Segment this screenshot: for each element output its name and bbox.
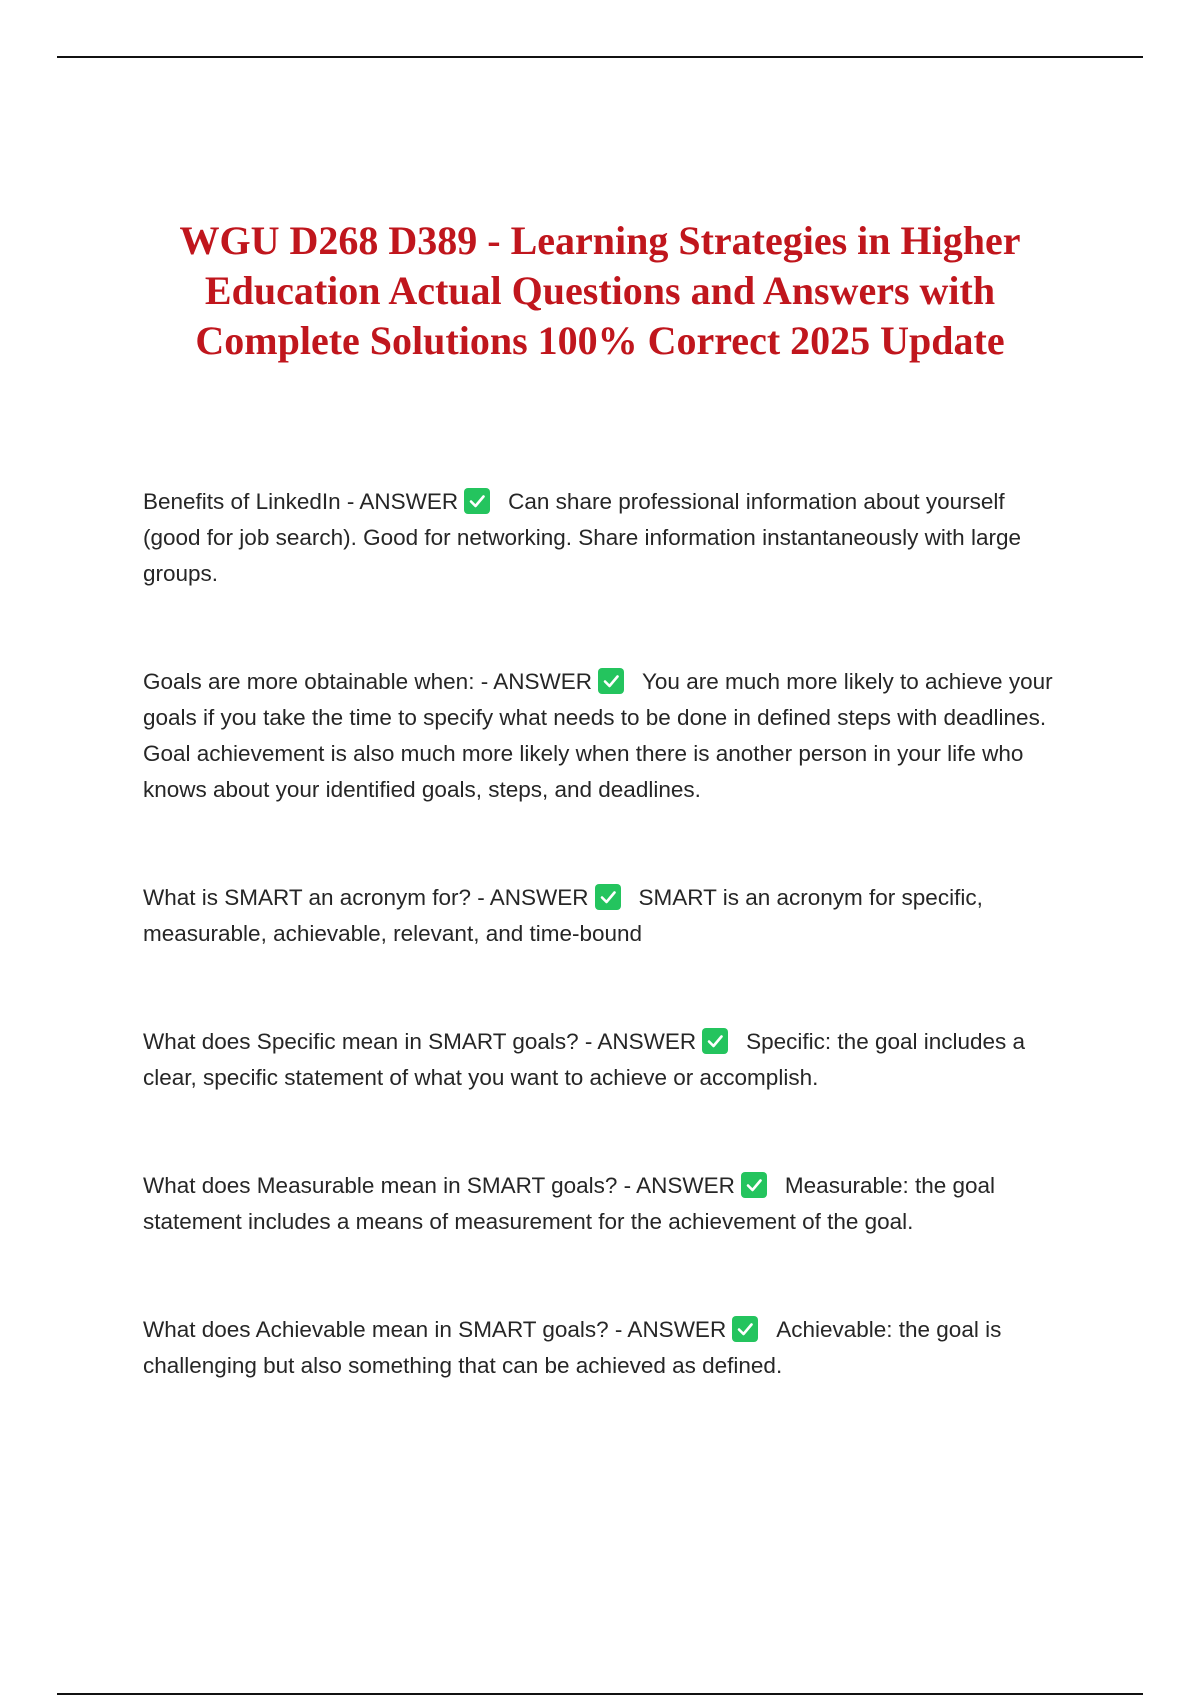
- qa-item: [143, 664, 1063, 808]
- answer-text: You are much more likely to achieve your goals if you take the time to specify what needs to be done in defined steps with deadlines. Goal achievement is also much more likely when there is another person in your life who knows about your identified goals, steps, and deadlines.: [143, 669, 1053, 802]
- document-title: WGU D268 D389 - Learning Strategies in Higher Education Actual Questions and Answers with Complete Solutions 100% Correct 2025 Update: [179, 218, 1021, 363]
- question-text: Goals are more obtainable when: - ANSWER: [143, 669, 592, 694]
- check-icon: [702, 1028, 728, 1054]
- qa-item: [143, 1312, 1063, 1384]
- check-icon: [732, 1316, 758, 1342]
- question-text: Benefits of LinkedIn - ANSWER: [143, 489, 459, 514]
- answer-text: Specific: the goal includes a clear, specific statement of what you want to achieve or accomplish.: [143, 1029, 1026, 1090]
- question-text: What does Achievable mean in SMART goals? - ANSWER: [143, 1317, 727, 1342]
- qa-item: [143, 1168, 1063, 1240]
- check-icon: [464, 488, 490, 514]
- bottom-divider: [57, 1693, 1143, 1695]
- answer-text: SMART is an acronym for specific, measurable, achievable, relevant, and time-bound: [143, 885, 983, 946]
- question-text: What does Measurable mean in SMART goals? - ANSWER: [143, 1173, 735, 1198]
- check-icon: [598, 668, 624, 694]
- answer-text: Measurable: the goal statement includes a means of measurement for the achievement of the goal.: [143, 1173, 996, 1234]
- check-icon: [741, 1172, 767, 1198]
- answer-text: Can share professional information about yourself (good for job search). Good for networking. Share information instantaneously with large groups.: [143, 489, 1021, 586]
- qa-list: [143, 484, 1063, 1384]
- qa-item: [143, 1024, 1063, 1096]
- top-divider: [57, 56, 1143, 58]
- question-text: What is SMART an acronym for? - ANSWER: [143, 885, 589, 910]
- qa-item: [143, 484, 1063, 592]
- qa-item: [143, 880, 1063, 952]
- question-text: What does Specific mean in SMART goals? - ANSWER: [143, 1029, 697, 1054]
- answer-text: Achievable: the goal is challenging but also something that can be achieved as defined.: [143, 1317, 1002, 1378]
- check-icon: [595, 884, 621, 910]
